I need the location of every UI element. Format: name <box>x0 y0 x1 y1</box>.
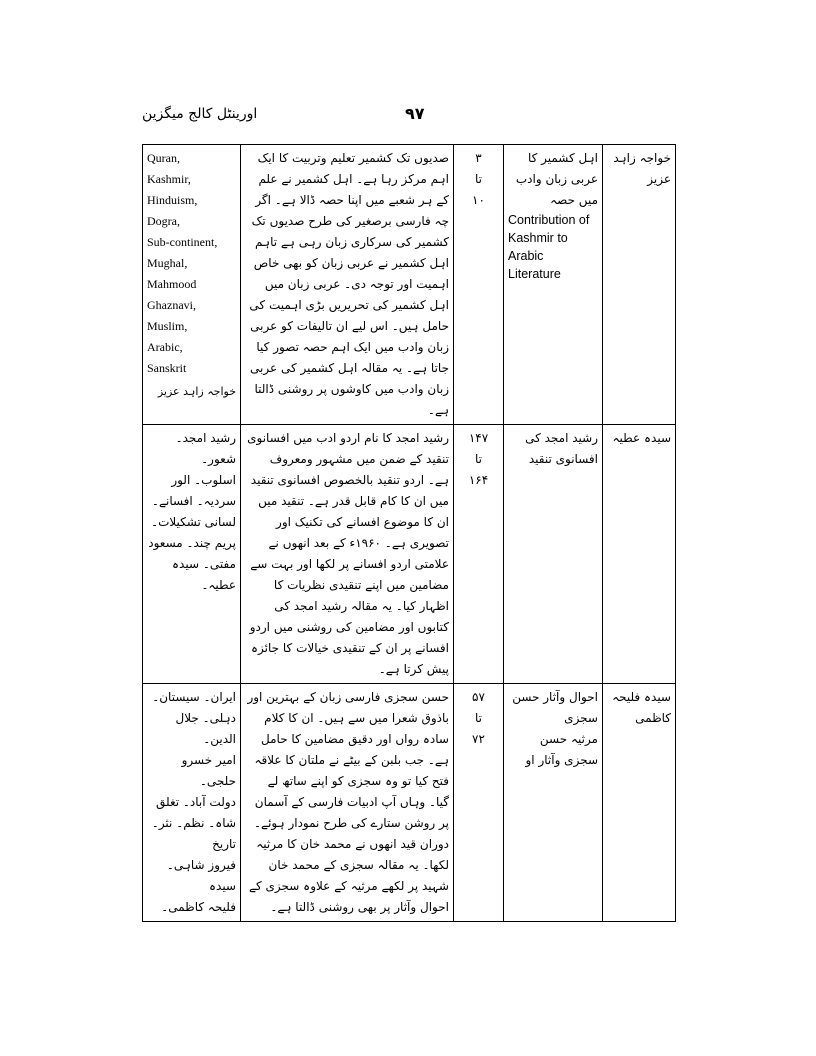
keywords-list <box>147 687 236 918</box>
table-row <box>143 145 676 425</box>
keyword: Dogra, <box>147 214 180 228</box>
pages-cell <box>454 684 504 922</box>
title-cell <box>504 684 603 922</box>
author-cell: سیدہ فلیحہ کاظمی <box>603 684 676 922</box>
keyword: امیر خسرو حلجی۔ <box>181 753 236 788</box>
title-cell <box>504 145 603 425</box>
keyword: Mahmood <box>147 277 197 291</box>
title-urdu: اہل کشمیر کا عربی زبان وادب میں حصہ <box>515 151 598 207</box>
keyword: Ghaznavi, <box>147 298 196 312</box>
keyword: پریم چند۔ مسعود <box>148 536 236 550</box>
keyword: Kashmir, <box>147 172 191 186</box>
keyword: Quran, <box>147 151 180 165</box>
keyword: لسانی تشکیلات۔ <box>151 515 236 529</box>
keyword: سردیہ۔ افسانے۔ <box>151 494 236 508</box>
page-to: تا <box>475 452 482 466</box>
pages-cell <box>454 145 504 425</box>
keyword: Arabic, <box>147 340 183 354</box>
pages-cell <box>454 425 504 684</box>
abstract-cell: صدیوں تک کشمیر تعلیم وتربیت کا ایک اہم مرکز رہا ہے۔ اہل کشمیر نے علم کے ہر شعبے میں اپنا حصہ ڈالا ہے۔ اگر چہ فارسی برصغیر کی طرح صدیوں تک کشمیر کی سرکاری زبان رہی ہے تاہم اہل کشمیر نے عربی زبان کو بھی خاص اہمیت اور توجہ دی۔ عربی زبان میں اہل کشمیر کی تحریریں بڑی اہمیت کی حامل ہیں۔ اس لیے ان تالیفات کو عربی زبان وادب میں ایک اہم حصہ تصور کیا جاتا ہے۔ یہ مقالہ اہل کشمیر کی عربی زبان وادب میں کاوشوں پر روشنی ڈالتا ہے۔ <box>241 145 454 425</box>
title-urdu: رشید امجد کی افسانوی تنقید <box>525 431 598 466</box>
title-cell <box>504 425 603 684</box>
page-number: ۹۷ <box>405 104 425 123</box>
keyword: فیروز شاہی۔ سیدہ <box>166 858 236 893</box>
author-cell: سیدہ عطیہ <box>603 425 676 684</box>
table-row <box>143 425 676 684</box>
author-cell: خواجہ زاہد عزیز <box>603 145 676 425</box>
keyword: مفتی۔ سیدہ عطیہ۔ <box>172 557 236 592</box>
table-row <box>143 684 676 922</box>
keyword: Sub-continent, <box>147 235 218 249</box>
keyword: اسلوب۔ الور <box>171 473 236 487</box>
keyword: Hinduism, <box>147 193 198 207</box>
keywords-list <box>147 148 236 379</box>
journal-title: اورینٹل کالج میگزین <box>142 106 258 122</box>
keywords-author: خواجہ زاہد عزیز <box>157 385 236 398</box>
keyword: فلیحہ کاظمی۔ <box>161 900 236 914</box>
keyword: ایران۔ سیستان۔ <box>152 690 236 704</box>
keywords-cell <box>143 145 241 425</box>
page-to: تا <box>475 172 482 186</box>
keywords-list <box>147 428 236 596</box>
keyword: Sanskrit <box>147 361 187 375</box>
keyword: Mughal, <box>147 256 188 270</box>
title-urdu: احوال وآثار حسن سجزی <box>512 690 598 725</box>
page-start: ۱۴۷ <box>468 431 489 445</box>
keywords-cell <box>143 425 241 684</box>
abstract-cell: حسن سجزی فارسی زبان کے بہترین اور باذوق شعرا میں سے ہیں۔ ان کا کلام سادہ رواں اور دقیق مضامین کا حامل ہے۔ جب بلبن کے بیٹے نے ملتان کا علاقہ فتح کیا تو وہ سجزی کو اپنے ساتھ لے گیا۔ وہاں آپ ادبیات فارسی کے آسمان پر روشن ستارے کی طرح نمودار ہوئے۔ دوران قید انھوں نے محمد خان کا مرثیہ لکھا۔ یہ مقالہ سجزی کے محمد خان شہید پر لکھے مرثیہ کے علاوہ سجزی کے احوال وآثار پر بھی روشنی ڈالتا ہے۔ <box>241 684 454 922</box>
page-start: ۳ <box>475 151 482 165</box>
keyword: Muslim, <box>147 319 188 333</box>
keyword: رشید امجد۔ شعور۔ <box>175 431 236 466</box>
page-end: ۱۶۴ <box>468 473 489 487</box>
abstract-cell: رشید امجد کا نام اردو ادب میں افسانوی تنقید کے ضمن میں مشہور ومعروف ہے۔ اردو تنقید بالخصوص افسانوی تنقید میں ان کا کام قابل قدر ہے۔ تنقید میں ان کا موضوع افسانے کی تکنیک اور تصویری ہے۔ ۱۹۶۰ء کے بعد انھوں نے علامتی اردو افسانے پر لکھا اور بہت سے مضامین میں اپنے تنقیدی نظریات کا اظہار کیا۔ یہ مقالہ رشید امجد کی کتابوں اور مضامین کی روشنی میں اردو افسانے پر ان کے تنقیدی خیالات کا جائزہ پیش کرتا ہے۔ <box>241 425 454 684</box>
page-header <box>142 104 674 128</box>
page-to: تا <box>475 711 482 725</box>
article-index-table <box>142 144 676 922</box>
keyword: دہلی۔ جلال الدین۔ <box>175 711 236 746</box>
keyword: دولت آباد۔ تغلق <box>155 795 236 809</box>
keywords-cell <box>143 684 241 922</box>
title-urdu-extra: مرثیہ حسن سجزی وآثار او <box>525 732 598 767</box>
keyword: شاہ۔ نظم۔ نثر۔ تاریخ <box>151 816 236 851</box>
page-end: ۱۰ <box>472 193 485 207</box>
page-end: ۷۲ <box>472 732 485 746</box>
page-start: ۵۷ <box>472 690 485 704</box>
title-english: Contribution of Kashmir to Arabic Literature <box>508 213 590 281</box>
